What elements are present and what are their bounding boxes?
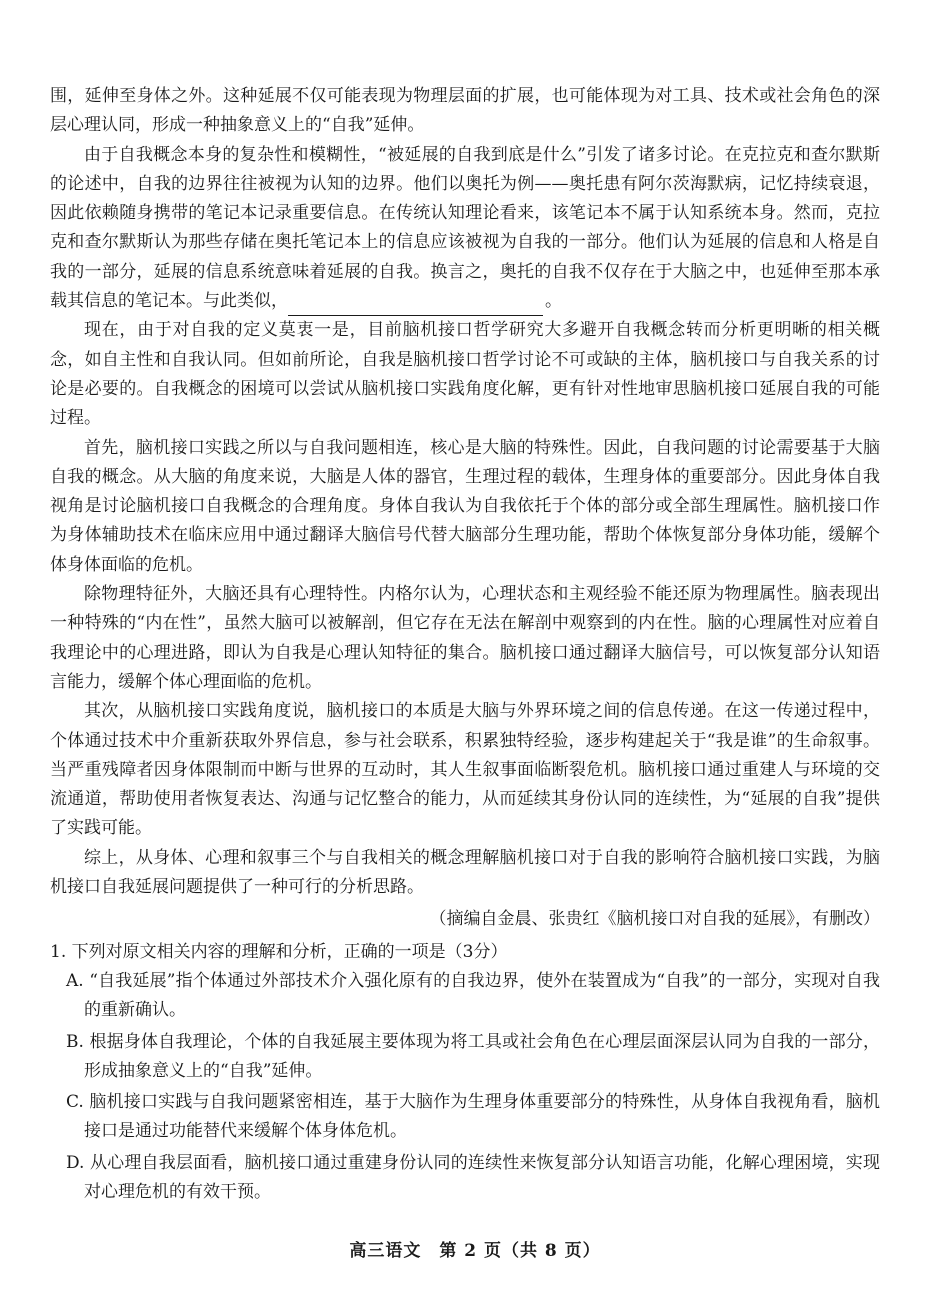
paragraph-2-end: 。 xyxy=(545,291,562,312)
option-d: D. 从心理自我层面看，脑机接口通过重建身份认同的连续性来恢复部分认知语言功能，化解心理困境，实现对心理危机的有效干预。 xyxy=(66,1152,880,1202)
question-1-stem: 1. 下列对原文相关内容的理解和分析，正确的一项是（3分） xyxy=(50,941,508,962)
source-citation: （摘编自金晨、张贵红《脑机接口对自我的延展》，有删改） xyxy=(429,909,880,930)
paragraph-4: 首先，脑机接口实践之所以与自我问题相连，核心是大脑的特殊性。因此，自我问题的讨论需要基于大脑自我的概念。从大脑的角度来说，大脑是人体的器官，生理过程的载体，生理身体的重要部分。因此身体自我视角是讨论脑机接口自我概念的合理角度。身体自我认为自我依托于个体的部分或全部生理属性。脑机接口作为身体辅助技术在临床应用中通过翻译大脑信号代替大脑部分生理功能，帮助个体恢复部分身体功能，缓解个体身体面临的危机。 xyxy=(50,437,880,575)
page-footer: 高三语文 第 2 页（共 8 页） xyxy=(349,1241,601,1261)
passage-area xyxy=(50,82,880,1207)
option-a: A. “自我延展”指个体通过外部技术介入强化原有的自我边界，使外在装置成为“自我”的一部分，实现对自我的重新确认。 xyxy=(66,970,880,1021)
paragraph-3: 现在，由于对自我的定义莫衷一是，目前脑机接口哲学研究大多避开自我概念转而分析更明晰的相关概念，如自主性和自我认同。但如前所论，自我是脑机接口哲学讨论不可或缺的主体，脑机接口与自我关系的讨论是必要的。自我概念的困境可以尝试从脑机接口实践角度化解，更有针对性地审思脑机接口延展自我的可能过程。 xyxy=(50,320,880,429)
fill-in-blank xyxy=(288,296,543,316)
option-c: C. 脑机接口实践与自我问题紧密相连，基于大脑作为生理身体重要部分的特殊性，从身体自我视角看，脑机接口是通过功能替代来缓解个体身体危机。 xyxy=(66,1092,880,1142)
paragraph-6: 其次，从脑机接口实践角度说，脑机接口的本质是大脑与外界环境之间的信息传递。在这一传递过程中，个体通过技术中介重新获取外界信息，参与社会联系，积累独特经验，逐步构建起关于“我是谁”的生命叙事。当严重残障者因身体限制而中断与世界的互动时，其人生叙事面临断裂危机。脑机接口通过重建人与环境的交流通道，帮助使用者恢复表达、沟通与记忆整合的能力，从而延续其身份认同的连续性，为“延展的自我”提供了实践可能。 xyxy=(50,701,880,839)
paragraph-2-text: 由于自我概念本身的复杂性和模糊性，“被延展的自我到底是什么”引发了诸多讨论。在克拉克和查尔默斯的论述中，自我的边界往往被视为认知的边界。他们以奥托为例——奥托患有阿尔茨海默病，记忆持续衰退，因此依赖随身携带的笔记本记录重要信息。在传统认知理论看来，该笔记本不属于认知系统本身。然而，克拉克和查尔默斯认为那些存储在奥托笔记本上的信息应该被视为自我的一部分。他们认为延展的信息和人格是自我的一部分，延展的信息系统意味着延展的自我。换言之，奥托的自我不仅存在于大脑之中，也延伸至那本承载其信息的笔记本。与此类似， xyxy=(50,144,880,312)
paragraph-7: 综上，从身体、心理和叙事三个与自我相关的概念理解脑机接口对于自我的影响符合脑机接口实践，为脑机接口自我延展问题提供了一种可行的分析思路。 xyxy=(50,847,880,898)
option-b: B. 根据身体自我理论，个体的自我延展主要体现为将工具或社会角色在心理层面深层认同为自我的一部分，形成抽象意义上的“自我”延伸。 xyxy=(66,1031,880,1081)
paragraph-2 xyxy=(50,141,880,317)
paragraph-5: 除物理特征外，大脑还具有心理特性。内格尔认为，心理状态和主观经验不能还原为物理属性。脑表现出一种特殊的“内在性”，虽然大脑可以被解剖，但它存在无法在解剖中观察到的内在性。脑的心理属性对应着自我理论中的心理进路，即认为自我是心理认知特征的集合。脑机接口通过翻译大脑信号，可以恢复部分认知语言能力，缓解个体心理面临的危机。 xyxy=(50,584,880,692)
paragraph-1: 围，延伸至身体之外。这种延展不仅可能表现为物理层面的扩展，也可能体现为对工具、技术或社会角色的深层心理认同，形成一种抽象意义上的“自我”延伸。 xyxy=(50,86,880,136)
